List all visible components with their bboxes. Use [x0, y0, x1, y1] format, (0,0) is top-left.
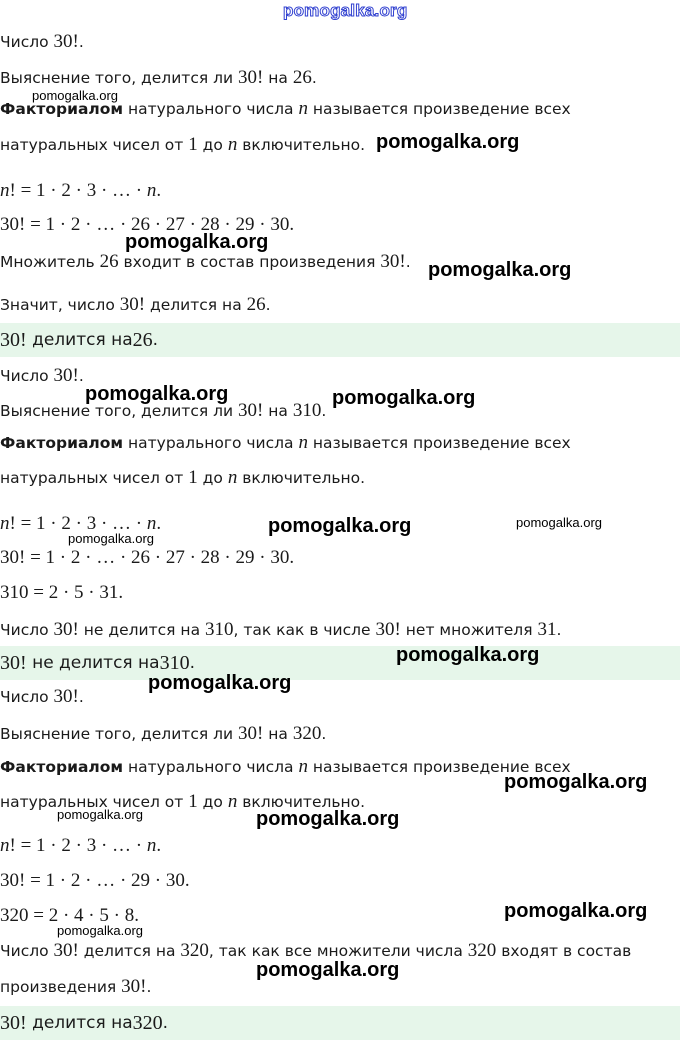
text-line: Выяснение того, делится ли 30! на 310.	[0, 400, 327, 421]
watermark: pomogalka.org	[57, 807, 143, 822]
formula-line: 30! = 1 · 2 · … · 26 · 27 · 28 · 29 · 30.	[0, 547, 295, 568]
watermark: pomogalka.org	[504, 900, 648, 922]
text-line: Выяснение того, делится ли 30! на 26.	[0, 67, 317, 88]
watermark: pomogalka.org	[504, 771, 648, 793]
watermark: pomogalka.org	[283, 1, 408, 20]
text-line: Число 30!.	[0, 31, 84, 52]
text-line: Число 30! не делится на 310, так как в числе 30! нет множителя 31.	[0, 619, 562, 640]
watermark: pomogalka.org	[428, 259, 572, 281]
text-line: произведения 30!.	[0, 976, 152, 997]
watermark: pomogalka.org	[125, 231, 269, 253]
formula-line: 310 = 2 · 5 · 31.	[0, 582, 124, 603]
watermark: pomogalka.org	[148, 672, 292, 694]
answer-box: 30! делится на 26 .	[0, 323, 680, 357]
text-line: Число 30!.	[0, 686, 84, 707]
text-line: натуральных чисел от 1 до n включительно.	[0, 467, 366, 488]
answer-box: 30! делится на 320 .	[0, 1006, 680, 1040]
watermark: pomogalka.org	[376, 131, 520, 153]
formula-line: n! = 1 · 2 · 3 · … · n.	[0, 513, 162, 534]
watermark: pomogalka.org	[268, 515, 412, 537]
watermark: pomogalka.org	[332, 387, 476, 409]
formula-line: 30! = 1 · 2 · … · 26 · 27 · 28 · 29 · 30.	[0, 214, 295, 235]
text-line: Факториалом натурального числа n называется произведение всех	[0, 756, 571, 777]
text-line: Число 30!.	[0, 365, 84, 386]
text-line: Число 30! делится на 320, так как все множители числа 320 входят в состав	[0, 940, 632, 961]
answer-box: 30! не делится на 310 .	[0, 646, 680, 680]
formula-line: 30! = 1 · 2 · … · 29 · 30.	[0, 870, 190, 891]
formula-line: n! = 1 · 2 · 3 · … · n.	[0, 835, 162, 856]
watermark: pomogalka.org	[396, 644, 540, 666]
text-line: Факториалом натурального числа n называется произведение всех	[0, 98, 571, 119]
watermark: pomogalka.org	[85, 383, 229, 405]
watermark: pomogalka.org	[256, 808, 400, 830]
text-line: натуральных чисел от 1 до n включительно.	[0, 134, 366, 155]
watermark: pomogalka.org	[516, 515, 602, 530]
formula-line: 320 = 2 · 4 · 5 · 8.	[0, 905, 139, 926]
watermark: pomogalka.org	[68, 531, 154, 546]
text-line: Значит, число 30! делится на 26.	[0, 294, 271, 315]
watermark: pomogalka.org	[57, 923, 143, 938]
text-line: Множитель 26 входит в состав произведения 30!.	[0, 251, 411, 272]
watermark: pomogalka.org	[256, 959, 400, 981]
text-line: Факториалом натурального числа n называется произведение всех	[0, 432, 571, 453]
formula-line: n! = 1 · 2 · 3 · … · n.	[0, 180, 162, 201]
text-line: Выяснение того, делится ли 30! на 320.	[0, 723, 327, 744]
text-line: натуральных чисел от 1 до n включительно.	[0, 791, 366, 812]
watermark: pomogalka.org	[32, 88, 118, 103]
